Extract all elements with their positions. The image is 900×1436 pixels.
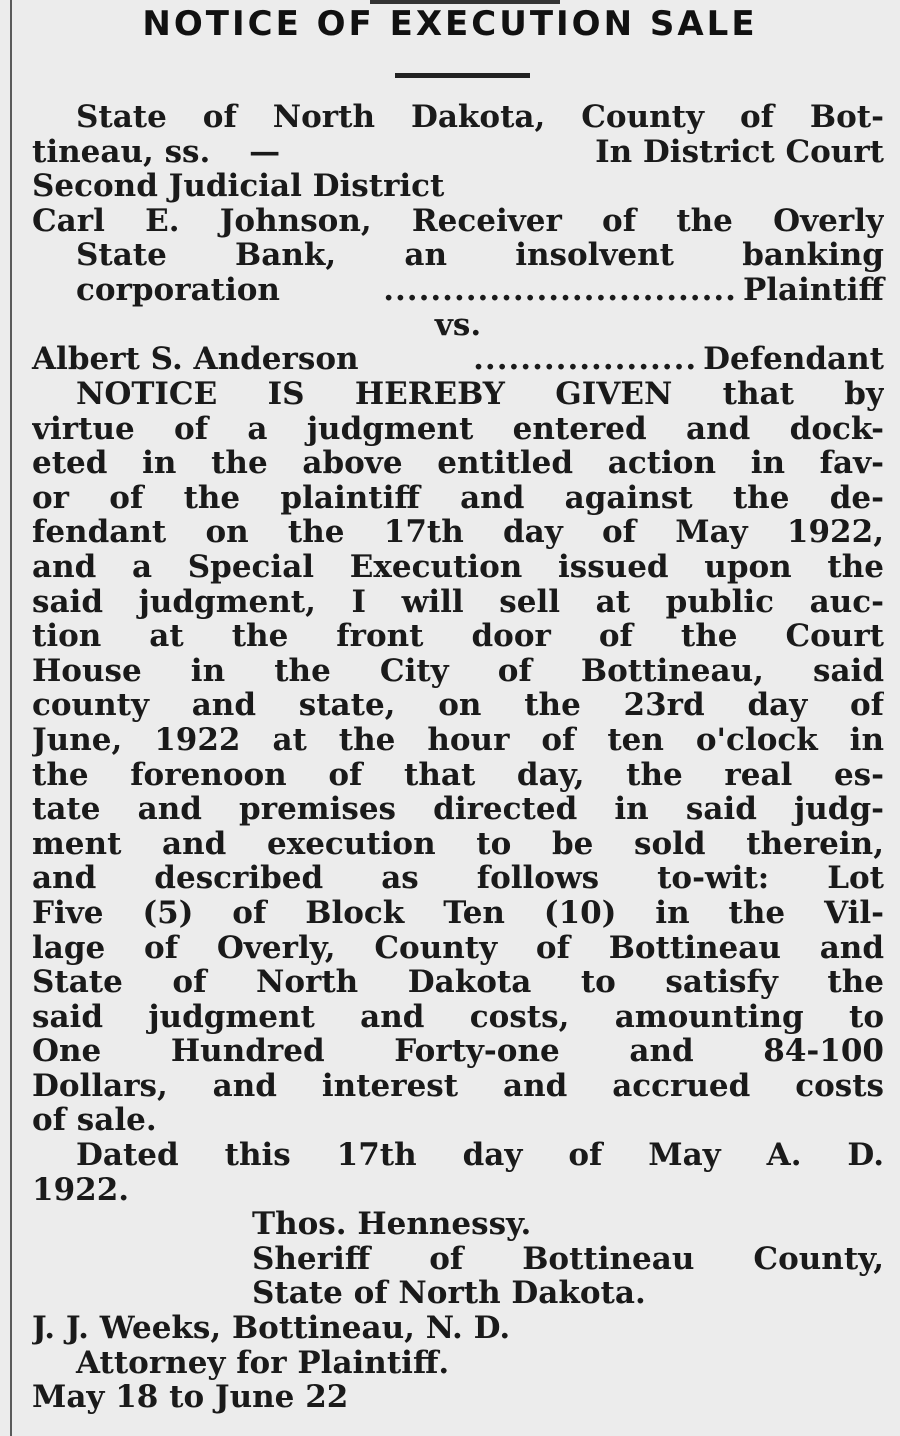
notice-title: NOTICE OF EXECUTION SALE bbox=[142, 4, 758, 44]
body-line: fendant on the 17th day of May 1922, bbox=[32, 515, 884, 550]
judicial-district: Second Judicial District bbox=[32, 169, 445, 204]
body-line: county and state, on the 23rd day of bbox=[32, 688, 884, 723]
body-line: virtue of a judgment entered and dock- bbox=[32, 411, 884, 447]
notice-body bbox=[32, 377, 884, 1415]
versus-label: vs. bbox=[434, 307, 482, 343]
court-name: In District Court bbox=[595, 133, 884, 170]
body-line: House in the City of Bottineau, said bbox=[32, 653, 884, 689]
plaintiff-leader-dots: .............................. bbox=[383, 272, 737, 308]
plaintiff-line-3 bbox=[32, 273, 884, 308]
caption-block bbox=[32, 100, 884, 377]
dated-line: Dated this 17th day of May A. D. bbox=[76, 1138, 884, 1173]
sheriff-state: State of North Dakota. bbox=[252, 1276, 646, 1312]
body-line: and described as follows to-wit: Lot bbox=[32, 861, 884, 896]
body-line: State of North Dakota to satisfy the bbox=[32, 965, 884, 1000]
body-line: and a Special Execution issued upon the bbox=[32, 549, 884, 585]
plaintiff-role: Plaintiff bbox=[742, 271, 884, 308]
plaintiff-line-2: State Bank, an insolvent banking bbox=[76, 238, 884, 273]
plaintiff-corporation: corporation bbox=[76, 271, 280, 308]
attorney-role: Attorney for Plaintiff. bbox=[76, 1345, 450, 1381]
defendant-name: Albert S. Anderson bbox=[32, 341, 359, 378]
title-underline-rule bbox=[395, 73, 530, 78]
body-line: tate and premises directed in said judg- bbox=[32, 792, 884, 827]
column-divider bbox=[10, 0, 12, 1436]
body-line: ment and execution to be sold therein, bbox=[32, 826, 884, 862]
body-line: tion at the front door of the Court bbox=[32, 619, 884, 654]
defendant-line bbox=[32, 342, 884, 377]
body-line: said judgment and costs, amounting to bbox=[32, 999, 884, 1035]
attorney-name: J. J. Weeks, Bottineau, N. D. bbox=[32, 1311, 511, 1346]
body-line: or of the plaintiff and against the de- bbox=[32, 480, 884, 516]
body-line: One Hundred Forty-one and 84-100 bbox=[32, 1034, 884, 1069]
body-line: Five (5) of Block Ten (10) in the Vil- bbox=[32, 895, 884, 931]
caption-line-1: State of North Dakota, County of Bot- bbox=[76, 100, 884, 135]
caption-line-2 bbox=[32, 135, 884, 170]
plaintiff-line-1: Carl E. Johnson, Receiver of the Overly bbox=[32, 203, 884, 239]
sheriff-title: Sheriff of Bottineau County, bbox=[252, 1241, 884, 1277]
body-line: June, 1922 at the hour of ten o'clock in bbox=[32, 722, 884, 758]
body-line: Dollars, and interest and accrued costs bbox=[32, 1068, 884, 1104]
defendant-leader-dots: ................... bbox=[473, 342, 698, 377]
body-line: said judgment, I will sell at public auc- bbox=[32, 584, 884, 620]
dated-year: 1922. bbox=[32, 1172, 130, 1208]
body-line: the forenoon of that day, the real es- bbox=[32, 757, 884, 793]
publication-dates: May 18 to June 22 bbox=[32, 1380, 349, 1415]
body-line: lage of Overly, County of Bottineau and bbox=[32, 930, 884, 966]
sheriff-name: Thos. Hennessy. bbox=[252, 1207, 532, 1242]
body-line: eted in the above entitled action in fav- bbox=[32, 446, 884, 481]
defendant-role: Defendant bbox=[703, 341, 884, 378]
body-line: of sale. bbox=[32, 1103, 157, 1139]
caption-county-ss: tineau, ss. — bbox=[32, 133, 281, 170]
body-line: NOTICE IS HEREBY GIVEN that by bbox=[76, 377, 884, 412]
